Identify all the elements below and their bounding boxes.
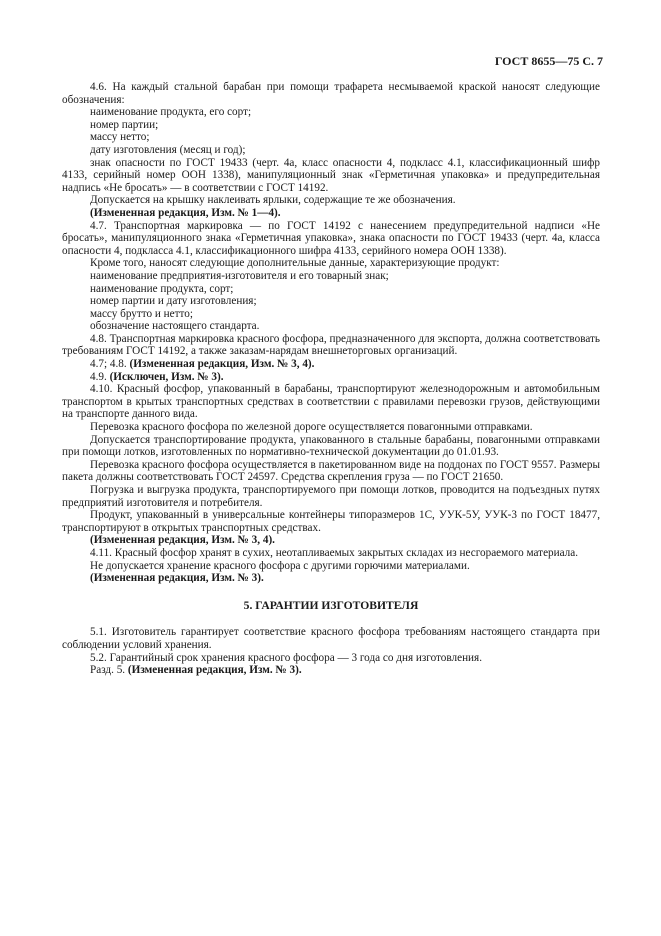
- list-item: наименование продукта, сорт;: [90, 282, 234, 295]
- paragraph-number: 4.7; 4.8.: [90, 358, 130, 371]
- paragraph: 5.1. Изготовитель гарантирует соответствие красного фосфора требованиям настоящего стандарта при соблюдении условий хранения.: [62, 626, 600, 651]
- list-item: массу нетто;: [90, 131, 150, 144]
- paragraph: [62, 371, 600, 384]
- paragraph: Допускается на крышку наклеивать ярлыки, содержащие те же обозначения.: [90, 194, 456, 207]
- amendment-note: (Исключен, Изм. № 3).: [109, 370, 224, 383]
- amendment-note: (Измененная редакция, Изм. № 3).: [90, 572, 264, 585]
- paragraph: знак опасности по ГОСТ 19433 (черт. 4а, класс опасности 4, подкласс 4.1, классификационный шифр 4133, серийный номер ООН 1338), манипуляционный знак «Герметичная упаковка» и предупредительная надпись «Не бросать» — в соответствии с ГОСТ 14192.: [62, 156, 600, 194]
- list-item: обозначение настоящего стандарта.: [90, 320, 260, 333]
- list-item: массу брутто и нетто;: [90, 307, 193, 320]
- paragraph-number: 4.9.: [90, 370, 110, 383]
- paragraph: Перевозка красного фосфора осуществляется в пакетированном виде на поддонах по ГОСТ 9557. Размеры пакета должны соответствовать ГОСТ 24597. Средства скрепления груза — по ГОСТ 21650.: [62, 458, 600, 484]
- list-item: номер партии и дату изготовления;: [90, 295, 257, 308]
- paragraph: 4.8. Транспортная маркировка красного фосфора, предназначенного для экспорта, должна соответствовать требованиям ГОСТ 14192, а также заказам-нарядам внешнеторговых организаций.: [62, 332, 600, 358]
- list-item: номер партии;: [90, 118, 159, 131]
- amendment-note: (Измененная редакция, Изм. № 3).: [127, 664, 302, 677]
- paragraph: 4.10. Красный фосфор, упакованный в барабаны, транспортируют железнодорожным и автомобильным транспортом в крытых транспортных средствах в соответствии с правилами перевозки грузов, действующими на транспорте данного вида.: [62, 383, 600, 421]
- section-4-text: [62, 81, 600, 585]
- list-item: наименование предприятия-изготовителя и его товарный знак;: [90, 269, 389, 282]
- paragraph: 4.6. На каждый стальной барабан при помощи трафарета несмываемой краской наносят следующие обозначения:: [62, 81, 600, 106]
- paragraph: Погрузка и выгрузка продукта, транспортируемого при помощи лотков, проводится на подъездных путях предприятий изготовителя и потребителя.: [62, 484, 600, 509]
- document-body: [62, 81, 600, 677]
- paragraph: 5.2. Гарантийный срок хранения красного фосфора — 3 года со дня изготовления.: [90, 651, 482, 664]
- page-header: ГОСТ 8655—75 С. 7: [494, 54, 603, 68]
- amendment-note: (Измененная редакция, Изм. № 3, 4).: [129, 358, 315, 371]
- amendment-note: (Измененная редакция, Изм. № 1—4).: [90, 206, 281, 219]
- paragraph: Кроме того, наносят следующие дополнительные данные, характеризующие продукт:: [90, 257, 500, 270]
- section-5-text: [62, 626, 600, 676]
- list-item: дату изготовления (месяц и год);: [90, 143, 246, 156]
- list-item: наименование продукта, его сорт;: [90, 106, 252, 119]
- paragraph: Допускается транспортирование продукта, упакованного в стальные барабаны, повагонными отправками при помощи лотков, изготовленных по нормативно-технической документации до 01.01.93.: [62, 433, 600, 459]
- section-title: 5. ГАРАНТИИ ИЗГОТОВИТЕЛЯ: [243, 598, 419, 612]
- paragraph: 4.11. Красный фосфор хранят в сухих, неотапливаемых закрытых складах из несгораемого материала.: [90, 546, 579, 559]
- paragraph-number: Разд. 5.: [90, 664, 128, 677]
- paragraph: 4.7. Транспортная маркировка — по ГОСТ 14192 с нанесением предупредительной надписи «Не бросать», манипуляционного знака «Герметичная упаковка», знака опасности по ГОСТ 19433 (черт. 4а, класса опасности 4, подкласса 4.1, классификационного шифра 4133, серийного номера ООН 1338).: [62, 219, 600, 257]
- paragraph: Продукт, упакованный в универсальные контейнеры типоразмеров 1С, УУК-5У, УУК-3 по ГОСТ 18477, транспортируют в открытых транспортных средствах.: [62, 509, 600, 534]
- paragraph: [62, 358, 600, 371]
- paragraph: [62, 664, 600, 677]
- amendment-note: (Измененная редакция, Изм. № 3, 4).: [90, 534, 275, 547]
- paragraph: Не допускается хранение красного фосфора с другими горючими материалами.: [90, 559, 470, 572]
- paragraph: Перевозка красного фосфора по железной дороге осуществляется повагонными отправками.: [90, 421, 533, 434]
